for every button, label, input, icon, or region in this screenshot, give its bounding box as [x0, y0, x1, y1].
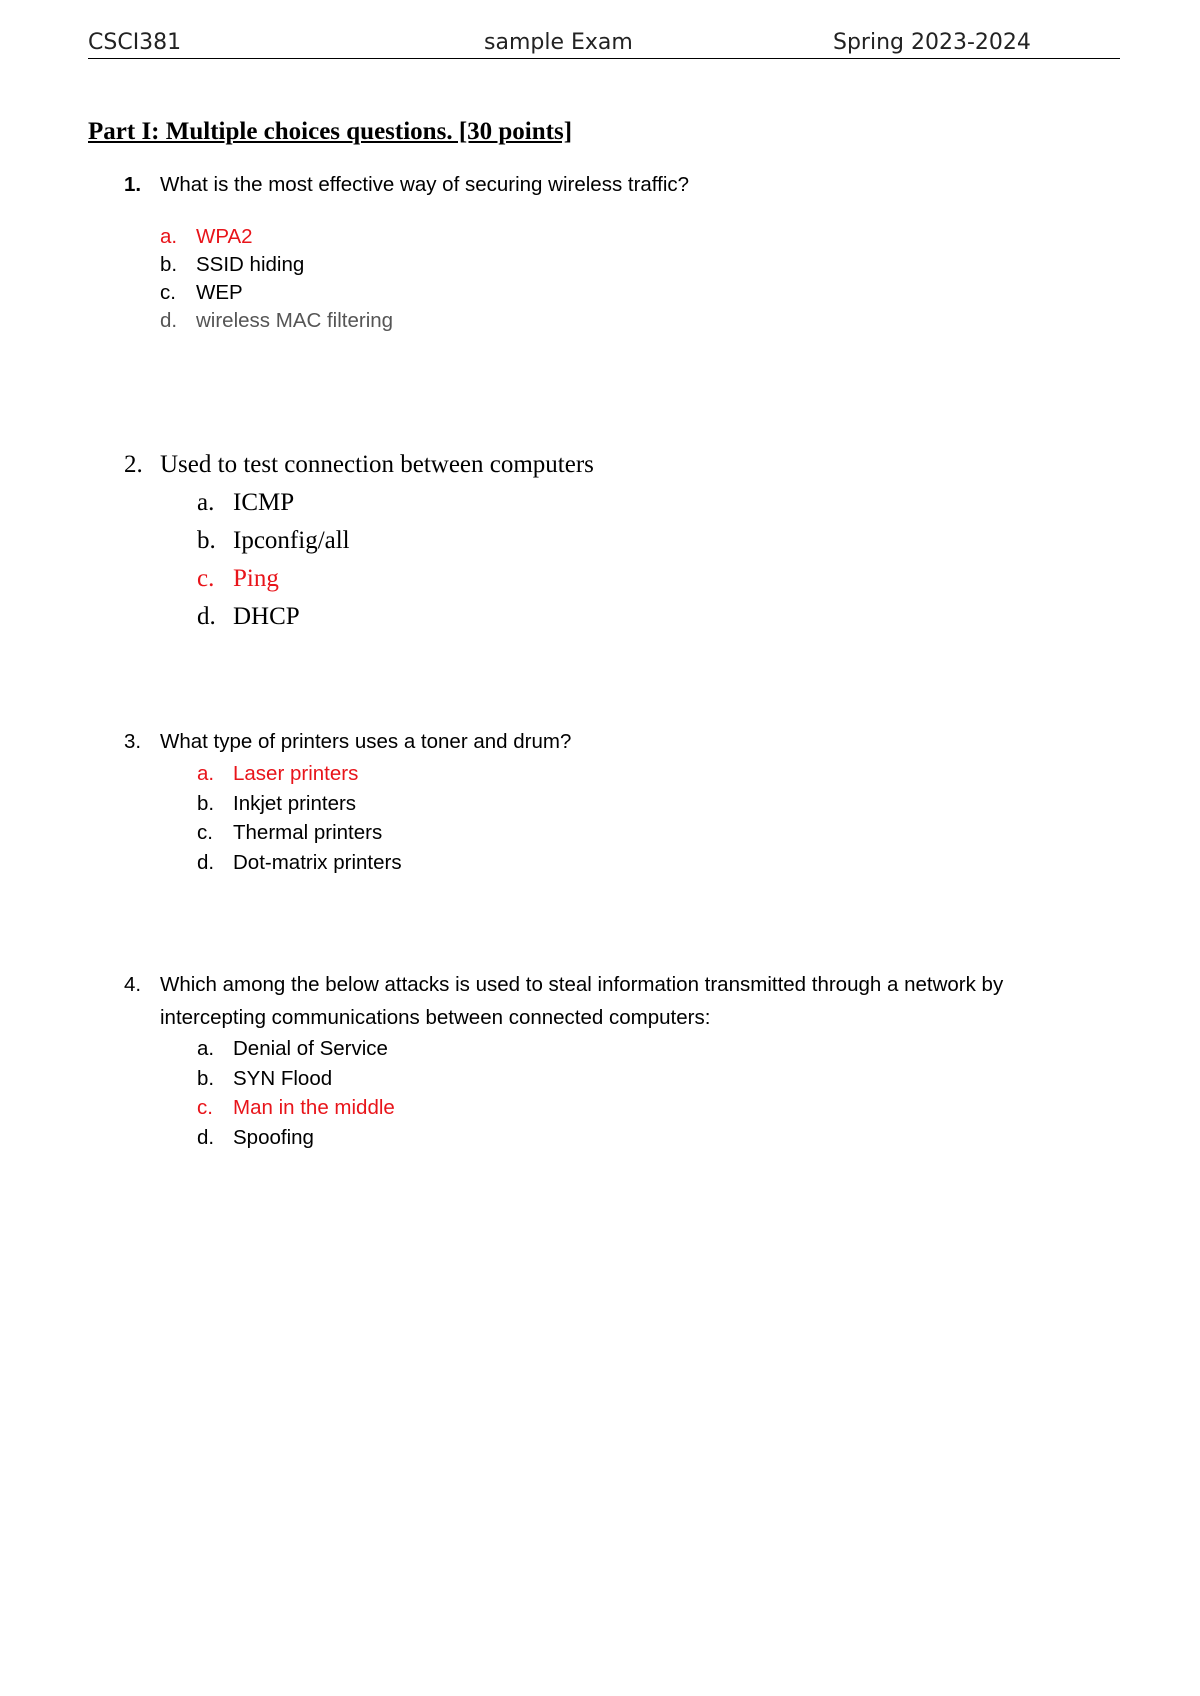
option-letter: c. — [197, 565, 215, 592]
part-heading: Part I: Multiple choices questions. [30 points] — [88, 118, 573, 145]
question-4 — [124, 968, 1114, 1152]
option-c-correct — [197, 560, 1114, 598]
option-a — [197, 1034, 1114, 1064]
option-c-correct — [197, 1093, 1114, 1123]
question-text: Which among the below attacks is used to steal information transmitted through a network by intercepting communications between connected computers: — [160, 973, 1004, 1029]
question-text: Used to test connection between computers — [160, 451, 594, 478]
option-letter: c. — [160, 281, 176, 304]
option-letter: c. — [197, 1096, 213, 1119]
option-c — [197, 818, 1114, 848]
option-letter: a. — [197, 1037, 215, 1060]
exam-title: sample Exam — [484, 30, 633, 55]
question-number: 3. — [124, 730, 142, 753]
page-header — [88, 28, 1120, 59]
option-text: WEP — [196, 281, 243, 304]
option-text: ICMP — [233, 489, 295, 516]
options-list — [197, 484, 1114, 636]
option-letter: b. — [160, 253, 178, 276]
option-text: Thermal printers — [233, 821, 383, 844]
option-d — [197, 848, 1114, 878]
question-number: 2. — [124, 451, 143, 478]
options-list — [197, 759, 1114, 877]
option-text: Man in the middle — [233, 1096, 395, 1119]
option-letter: b. — [197, 791, 215, 815]
option-b — [197, 522, 1114, 560]
question-text: What is the most effective way of securing wireless traffic? — [160, 173, 690, 196]
option-letter: a. — [160, 225, 178, 248]
option-c — [160, 279, 1114, 307]
option-letter: d. — [197, 850, 215, 874]
option-text: wireless MAC filtering — [196, 309, 394, 332]
option-b — [197, 789, 1114, 819]
question-number: 4. — [124, 973, 142, 996]
option-text: DHCP — [233, 603, 300, 630]
options-list — [160, 223, 1114, 335]
option-a — [197, 484, 1114, 522]
option-text: Spoofing — [233, 1125, 314, 1149]
option-text: Ipconfig/all — [233, 527, 350, 554]
option-letter: d. — [197, 603, 216, 630]
course-code: CSCI381 — [88, 30, 182, 55]
question-2 — [124, 448, 1114, 636]
option-text: Denial of Service — [233, 1037, 388, 1060]
option-b — [197, 1064, 1114, 1094]
option-letter: b. — [197, 1066, 215, 1090]
option-d — [197, 598, 1114, 636]
option-text: Laser printers — [233, 762, 359, 785]
option-text: Dot-matrix printers — [233, 850, 402, 874]
option-text: WPA2 — [196, 225, 253, 248]
option-letter: a. — [197, 762, 215, 785]
option-letter: a. — [197, 489, 215, 516]
options-list — [197, 1034, 1114, 1152]
option-letter: d. — [197, 1125, 215, 1149]
question-number: 1. — [124, 173, 142, 196]
option-letter: c. — [197, 821, 213, 844]
option-a-correct — [160, 223, 1114, 251]
question-text: What type of printers uses a toner and drum? — [160, 730, 572, 753]
question-3 — [124, 727, 1114, 877]
option-text: Inkjet printers — [233, 791, 357, 815]
option-d — [197, 1123, 1114, 1153]
option-letter: d. — [160, 309, 178, 332]
option-text: SSID hiding — [196, 253, 305, 276]
option-a-correct — [197, 759, 1114, 789]
exam-term: Spring 2023-2024 — [833, 30, 1031, 55]
option-d — [160, 307, 1114, 335]
option-text: Ping — [233, 565, 279, 592]
option-text: SYN Flood — [233, 1066, 333, 1090]
question-1 — [124, 173, 1114, 335]
option-letter: b. — [197, 527, 216, 554]
option-b — [160, 251, 1114, 279]
